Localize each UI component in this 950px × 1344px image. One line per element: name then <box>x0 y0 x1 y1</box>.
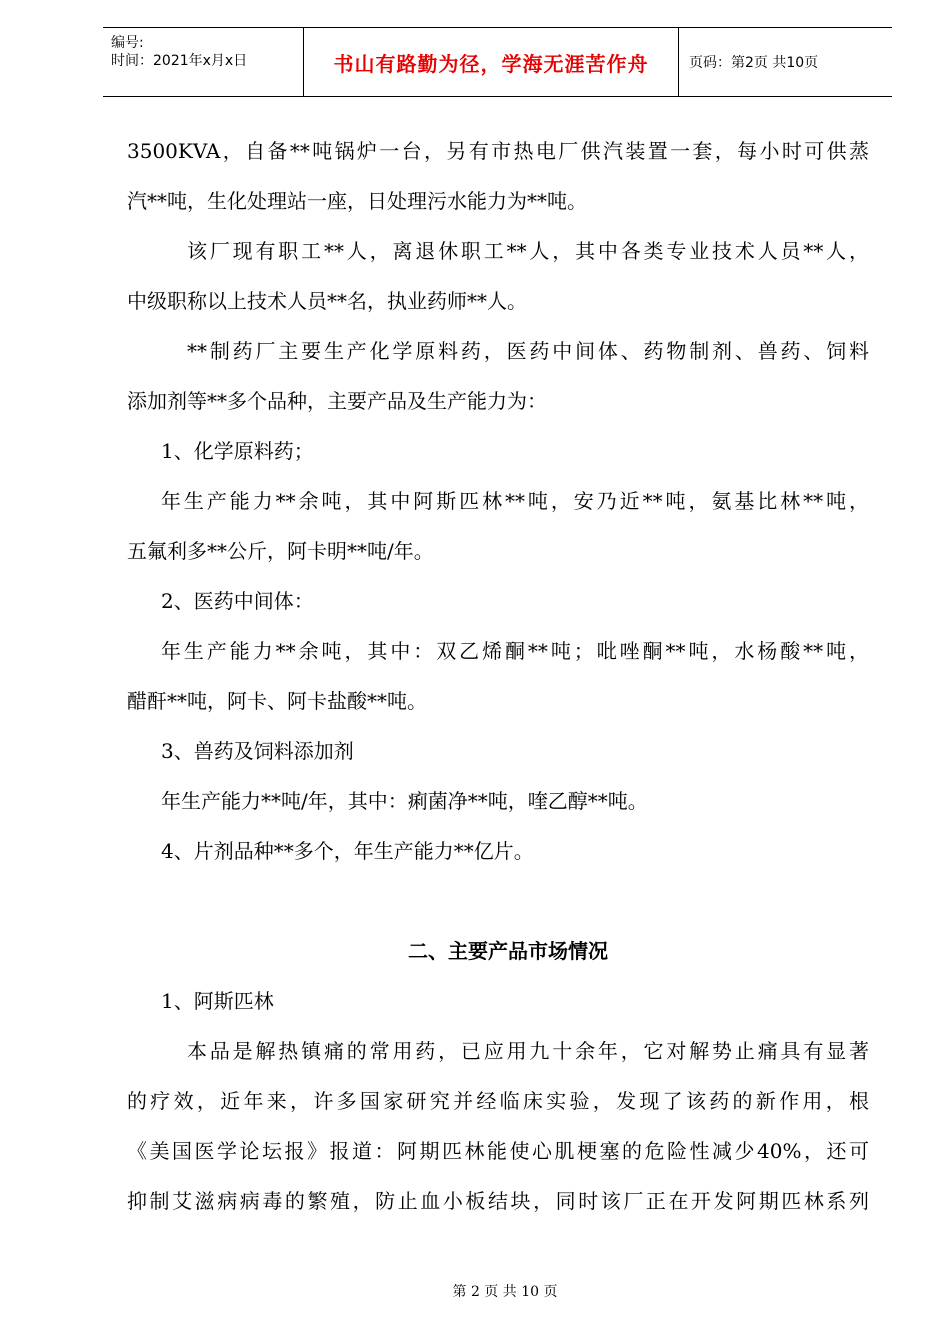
document-body <box>127 126 869 1226</box>
list-heading: 2、医药中间体： <box>161 589 314 613</box>
list-heading: 3、兽药及饲料添加剂 <box>161 739 354 763</box>
paragraph-line: 年生产能力**余吨，其中阿斯匹林**吨，安乃近**吨，氨基比林**吨， <box>161 489 869 513</box>
paragraph-line: 年生产能力**吨/年，其中：痢菌净**吨，喹乙醇**吨。 <box>161 789 648 813</box>
spacer <box>127 876 869 926</box>
list-heading: 1、化学原料药； <box>161 439 314 463</box>
paragraph-line: 《美国医学论坛报》报道：阿期匹林能使心肌梗塞的危险性减少40%，还可 <box>127 1139 869 1163</box>
paragraph-line: 汽**吨，生化处理站一座，日处理污水能力为**吨。 <box>127 189 587 213</box>
document-time: 时间：2021年x月x日 <box>111 53 248 69</box>
section-title: 二、主要产品市场情况 <box>408 939 608 963</box>
paragraph-line: 的疗效，近年来，许多国家研究并经临床实验，发现了该药的新作用，根 <box>127 1089 869 1113</box>
paragraph-line: 年生产能力**余吨，其中：双乙烯酮**吨；吡唑酮**吨，水杨酸**吨， <box>161 639 869 663</box>
paragraph-line: 抑制艾滋病病毒的繁殖，防止血小板结块，同时该厂正在开发阿期匹林系列 <box>127 1189 869 1213</box>
page-header <box>103 27 892 97</box>
paragraph-line: **制药厂主要生产化学原料药，医药中间体、药物制剂、兽药、饲料 <box>187 339 869 363</box>
header-motto: 书山有路勤为径，学海无涯苦作舟 <box>304 28 679 96</box>
paragraph-line: 五氟利多**公斤，阿卡明**吨/年。 <box>127 539 434 563</box>
list-heading: 1、阿斯匹林 <box>161 989 274 1013</box>
paragraph-line: 3500KVA，自备**吨锅炉一台，另有市热电厂供汽装置一套，每小时可供蒸 <box>127 139 869 163</box>
page-footer: 第 2 页 共 10 页 <box>452 1284 558 1300</box>
document-number-label: 编号: <box>111 35 144 51</box>
paragraph-line: 本品是解热镇痛的常用药，已应用九十余年，它对解势止痛具有显著 <box>187 1039 869 1063</box>
header-meta <box>103 28 304 96</box>
paragraph-line: 醋酐**吨，阿卡、阿卡盐酸**吨。 <box>127 689 427 713</box>
paragraph-line: 添加剂等**多个品种，主要产品及生产能力为： <box>127 389 547 413</box>
header-page-info: 页码：第2页 共10页 <box>689 55 819 71</box>
paragraph-line: 该厂现有职工**人，离退休职工**人，其中各类专业技术人员**人， <box>187 239 869 263</box>
paragraph-line: 中级职称以上技术人员**名，执业药师**人。 <box>127 289 527 313</box>
list-heading: 4、片剂品种**多个，年生产能力**亿片。 <box>161 839 534 863</box>
